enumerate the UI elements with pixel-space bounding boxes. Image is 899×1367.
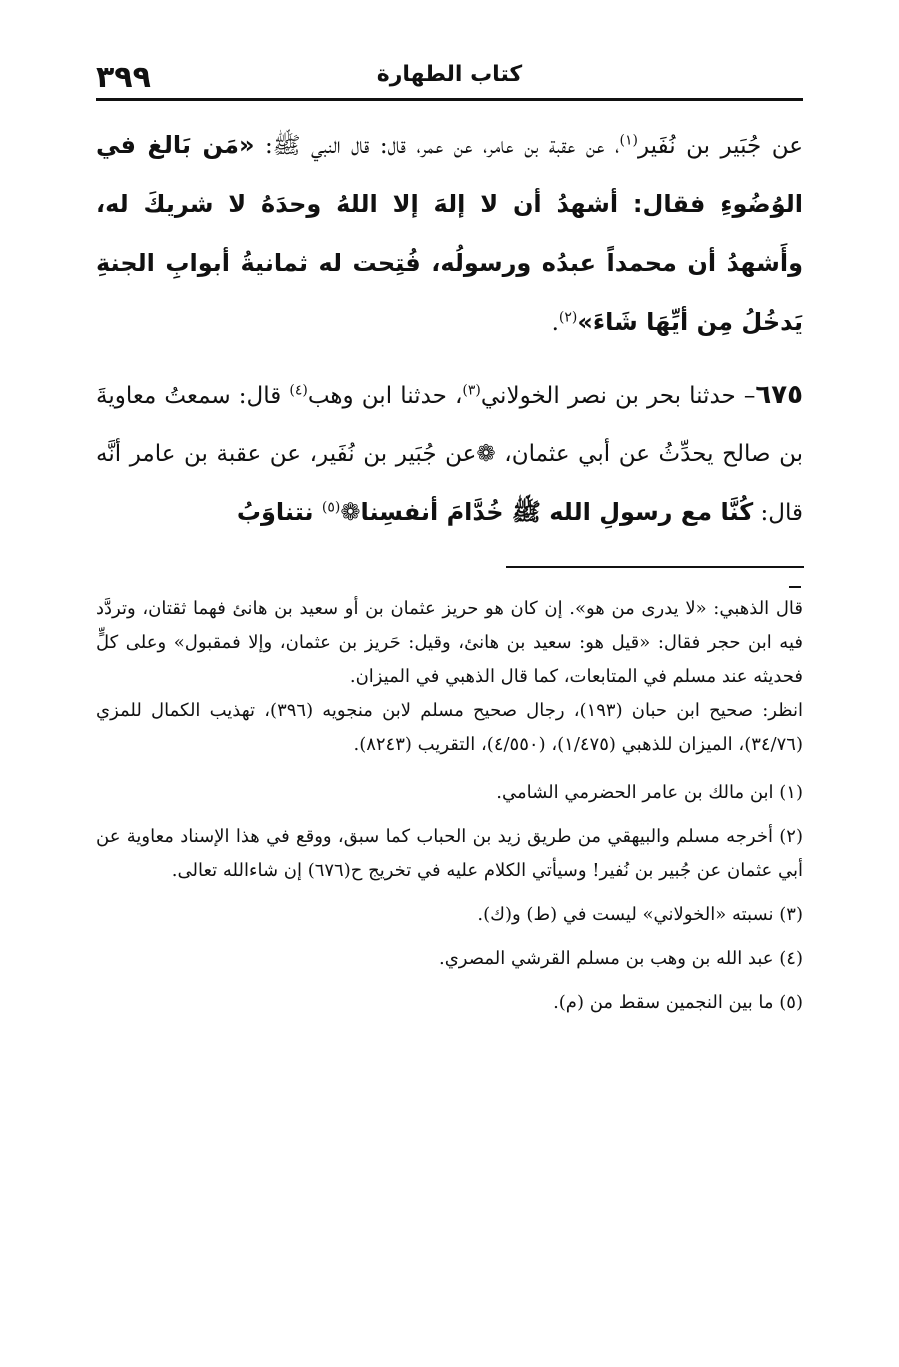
footnote-continuation-mark [789, 586, 801, 588]
hadith-number: ٦٧٥ [755, 380, 803, 410]
isnad-text: ، حدثنا ابن وهب [307, 383, 463, 409]
footnote-separator [506, 566, 804, 568]
footnote-2: (٢) أخرجه مسلم والبيهقي من طريق زيد بن الحباب كما سبق، ووقع في هذا الإسناد معاوية عن أبي عثمان عن جُبير بن نُفير! وسيأتي الكلام عليه في تخريج ح(٦٧٦) إن شاءالله تعالى. [96, 826, 803, 881]
punctuation: . [551, 310, 559, 336]
footnote-ref-3[interactable]: (٣) [462, 382, 481, 399]
footnote-ref-4[interactable]: (٤) [289, 382, 308, 399]
page-number: ٣٩٩ [96, 60, 151, 95]
footnote-3: (٣) نسبته «الخولاني» ليست في (ط) و(ك). [477, 904, 803, 925]
hadith-text: «مَن بَالغ في الوُضُوءِ فقال: أشهدُ أن لا إلهَ إلا اللهُ وحدَهُ لا شريكَ له، وأَشهدُ أن محمداً عبدُه ورسولُه، فُتِحت له ثمانيةُ أبوابِ الجنةِ يَدخُلُ مِن أيِّهَا شَاءَ» [96, 131, 803, 336]
page-header [96, 60, 803, 100]
footnote-1: (١) ابن مالك بن عامر الحضرمي الشامي. [496, 782, 803, 803]
paragraph-1 [96, 116, 803, 352]
footnote-ref-1[interactable]: (١) [619, 132, 638, 149]
footnote-ref-5[interactable]: (٥) [321, 499, 341, 516]
footnote-5: (٥) ما بين النجمين سقط من (م). [553, 992, 803, 1013]
isnad-text: قال: سمعتُ معاويةَ بن صالح يحدِّثُ عن أبي عثمان، ❁عن جُبَير بن نُفَير، عن عقبة بن عامر أنَّه قال: [96, 383, 803, 526]
hadith-text: كُنَّا مع رسولِ الله ﷺ خُدَّامَ أنفسِنا❁ [340, 498, 754, 526]
isnad-text: ، عن عقبة بن عامر، عن عمر، قال: قال النبي ﷺ: [254, 133, 620, 159]
footnote-ref-2[interactable]: (٢) [558, 309, 578, 326]
running-title: كتاب الطهارة [376, 62, 523, 87]
footnote-continuation: قال الذهبي: «لا يدرى من هو». إن كان هو حريز عثمان بن أو سعيد بن هانئ فهما ثقتان، وتردَّد فيه ابن حجر فقال: «قيل هو: سعيد بن هانئ، وقيل: حَريز بن عثمان، وإلا فمقبول» وعلى كلٍّ فحديثه عند مسلم في المتابعات، كما قال الذهبي في الميزان. [96, 598, 803, 687]
isnad-text: عن جُبَير بن نُفَير [637, 133, 803, 159]
main-text [96, 116, 803, 542]
footnote-4: (٤) عبد الله بن وهب بن مسلم القرشي المصري. [439, 948, 803, 969]
isnad-text: – حدثنا بحر بن نصر الخولاني [480, 383, 756, 409]
hadith-text: نتناوَبُ [236, 498, 322, 526]
paragraph-2 [96, 366, 803, 542]
footnotes [96, 592, 803, 1020]
footnote-continuation: انظر: صحيح ابن حبان (١٩٣)، رجال صحيح مسلم لابن منجويه (٣٩٦)، تهذيب الكمال للمزي (٣٤/٧٦)، الميزان للذهبي (١/٤٧٥)، (٤/٥٥٠)، التقريب (٨٢٤٣). [96, 700, 803, 755]
header-rule [96, 98, 803, 101]
